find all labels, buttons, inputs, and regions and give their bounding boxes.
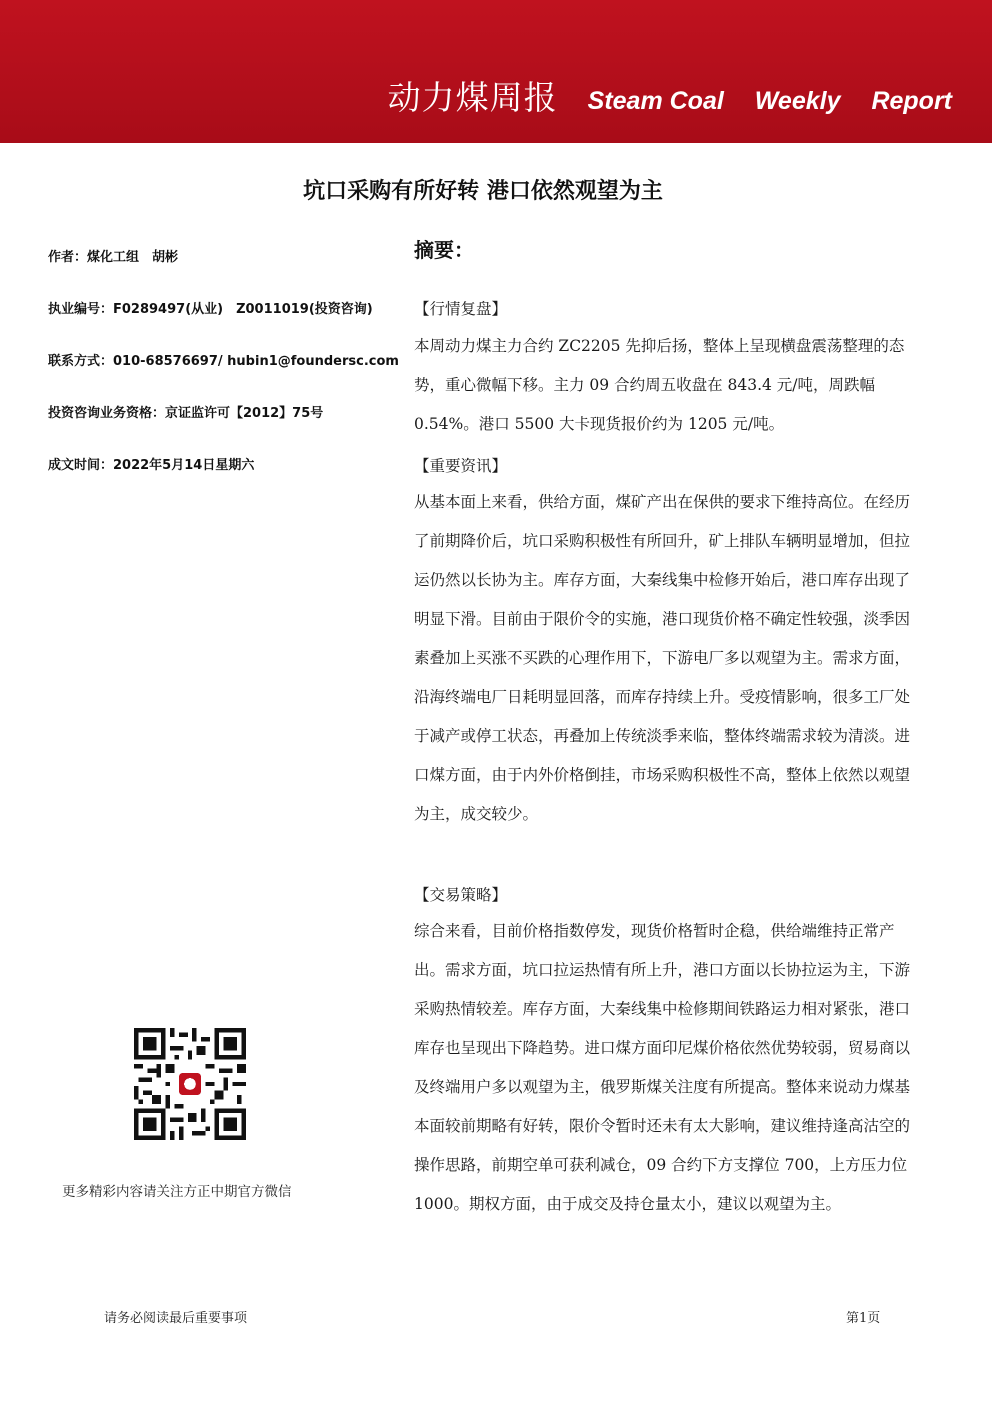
section-heading: 【行情复盘】 [414, 300, 508, 318]
report-title-en-word: Weekly [754, 87, 841, 115]
meta-date: 成文时间：2022年5月14日星期六 [48, 458, 255, 473]
qr-caption: 更多精彩内容请关注方正中期官方微信 [62, 1184, 292, 1200]
main-title: 坑口采购有所好转 港口依然观望为主 [303, 179, 663, 204]
qr-code-icon [134, 1028, 246, 1140]
section-body: 从基本面上来看，供给方面，煤矿产出在保供的要求下维持高位。在经历了前期降价后，坑口采购积极性有所回升，矿上排队车辆明显增加，但拉运仍然以长协为主。库存方面，大秦线集中检修开始后，港口库存出现了明显下滑。目前由于限价令的实施，港口现货价格不确定性较强，淡季因素叠加上买涨不买跌的心理作用下，下游电厂多以观望为主。需求方面，沿海终端电厂日耗明显回落，而库存持续上升。受疫情影响，很多工厂处于减产或停工状态，再叠加上传统淡季来临，整体终端需求较为清淡。进口煤方面，由于内外价格倒挂，市场采购积极性不高，整体上依然以观望为主，成交较少。 [414, 493, 911, 823]
report-title-en [588, 87, 952, 116]
meta-author: 作者：煤化工组 胡彬 [48, 250, 179, 265]
section-body: 本周动力煤主力合约 ZC2205 先抑后扬，整体上呈现横盘震荡整理的态势，重心微幅下移。主力 09 合约周五收盘在 843.4 元/吨，周跌幅 0.54%。港口 5500 大卡现货报价约为 1205 元/吨。 [414, 337, 905, 433]
report-title [388, 72, 952, 119]
report-title-cn: 动力煤周报 [387, 78, 558, 117]
meta-contact: 联系方式：010-68576697/ hubin1@foundersc.com [48, 354, 399, 369]
header-banner [0, 0, 992, 143]
footer-disclaimer: 请务必阅读最后重要事项 [104, 1311, 248, 1326]
section-body: 综合来看，目前价格指数停发，现货价格暂时企稳，供给端维持正常产出。需求方面，坑口拉运热情有所上升，港口方面以长协拉运为主，下游采购热情较差。库存方面，大秦线集中检修期间铁路运力相对紧张，港口库存也呈现出下降趋势。进口煤方面印尼煤价格依然优势较弱，贸易商以及终端用户多以观望为主，俄罗斯煤关注度有所提高。整体来说动力煤基本面较前期略有好转，限价令暂时还未有太大影响，建议维持逢高沽空的操作思路，前期空单可获利减仓，09 合约下方支撑位 700，上方压力位 1000。期权方面，由于成交及持仓量太小，建议以观望为主。 [414, 922, 911, 1213]
report-title-en-word: Report [871, 87, 952, 115]
page-number: 第1页 [846, 1311, 881, 1326]
summary-heading: 摘要： [414, 238, 474, 262]
meta-license: 执业编号：F0289497(从业) Z0011019(投资咨询) [48, 302, 373, 317]
meta-qualification: 投资咨询业务资格：京证监许可【2012】75号 [48, 406, 324, 421]
section-heading: 【重要资讯】 [414, 457, 508, 475]
report-title-en-word: Steam Coal [587, 87, 724, 115]
section-heading: 【交易策略】 [414, 886, 508, 904]
